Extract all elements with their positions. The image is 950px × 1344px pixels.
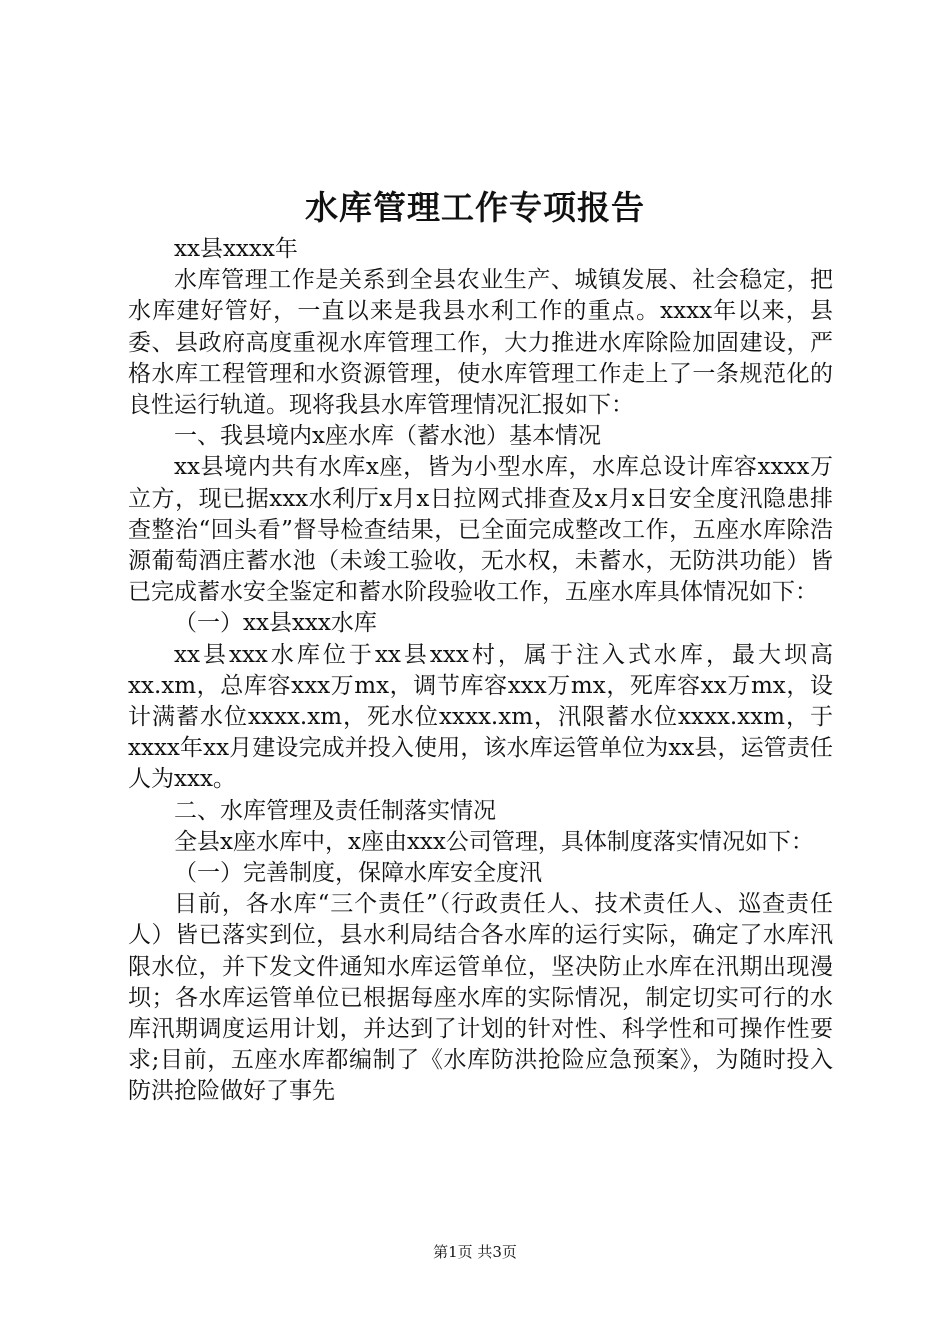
author-line: xx县xxxx年	[174, 236, 298, 262]
subsection-2-1-paragraph: 目前，各水库“三个责任”（行政责任人、技术责任人、巡查责任人）皆已落实到位，县水利局结合各水库的运行实际，确定了水库汛限水位，并下发文件通知水库运管单位，坚决防止水库在汛期出现漫坝；各水库运管单位已根据每座水库的实际情况，制定切实可行的水库汛期调度运用计划，并达到了计划的针对性、科学性和可操作性要求;目前，五座水库都编制了《水库防洪抢险应急预案》，为随时投入防洪抢险做好了事先	[128, 891, 833, 1105]
intro-paragraph: 水库管理工作是关系到全县农业生产、城镇发展、社会稳定，把水库建好管好，一直以来是我县水利工作的重点。xxxx年以来，县委、县政府高度重视水库管理工作，大力推进水库除险加固建设，严格水库工程管理和水资源管理，使水库管理工作走上了一条规范化的良性运行轨道。现将我县水库管理情况汇报如下：	[128, 267, 833, 419]
section-2-paragraph: 全县x座水库中，x座由xxx公司管理，具体制度落实情况如下：	[174, 828, 814, 855]
subsection-1-1-paragraph: xx县xxx水库位于xx县xxx村，属于注入式水库，最大坝高xx.xm，总库容xxx万mx，调节库容xxx万mx，死库容xx万mx，设计满蓄水位xxxx.xm，死水位xxxx.xm，汛限蓄水位xxxx.xxm，于xxxx年xx月建设完成并投入使用，该水库运管单位为xx县，运管责任人为xxx。	[128, 641, 833, 793]
section-heading-2: 二、水库管理及责任制落实情况	[174, 797, 496, 824]
subsection-heading-2-1: （一）完善制度，保障水库安全度汛	[174, 860, 542, 887]
document-body	[128, 234, 833, 1108]
section-heading-1: 一、我县境内x座水库（蓄水池）基本情况	[174, 423, 601, 450]
page-footer: 第1页 共3页	[433, 1243, 517, 1261]
section-1-paragraph: xx县境内共有水库x座，皆为小型水库，水库总设计库容xxxx万立方，现已据xxx水利厅x月x日拉网式排查及x月x日安全度汛隐患排查整治“回头看”督导检查结果，已全面完成整改工作，五座水库除浩源葡萄酒庄蓄水池（未竣工验收，无水权，未蓄水，无防洪功能）皆已完成蓄水安全鉴定和蓄水阶段验收工作，五座水库具体情况如下：	[128, 454, 833, 606]
document-title: 水库管理工作专项报告	[305, 188, 645, 227]
subsection-heading-1-1: （一）xx县xxx水库	[174, 610, 377, 637]
